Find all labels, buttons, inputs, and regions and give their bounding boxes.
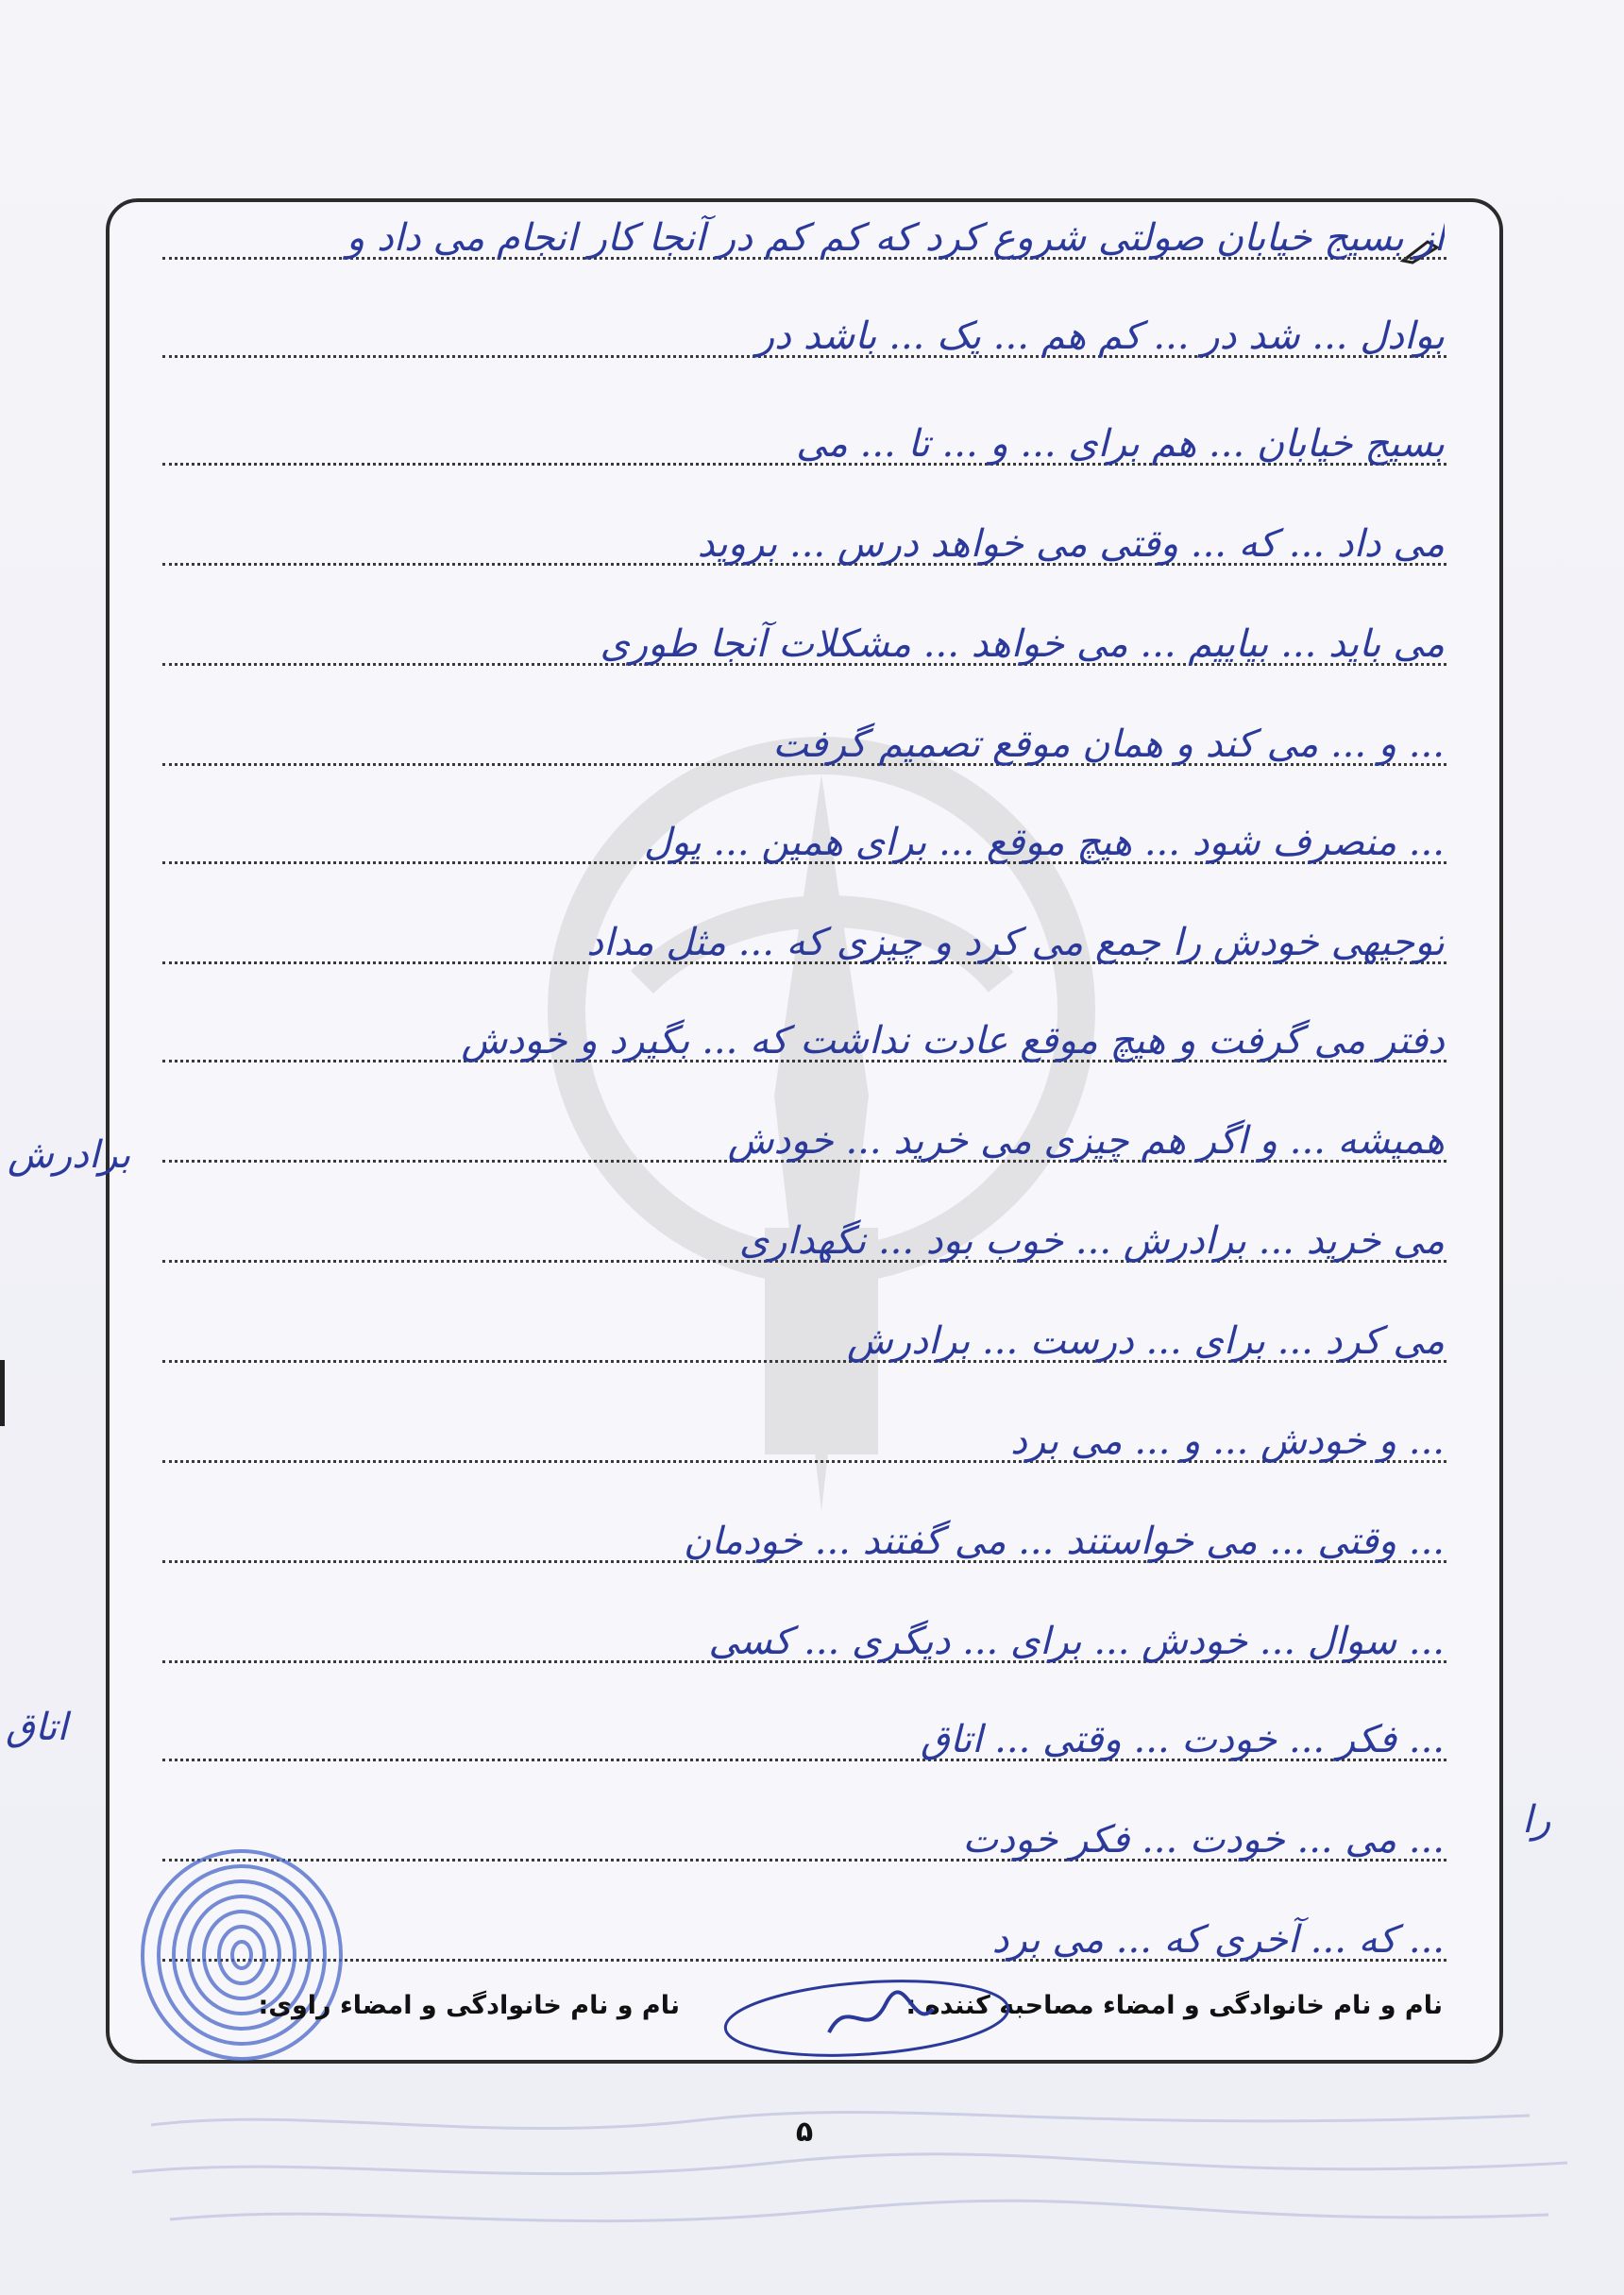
- handwritten-line: می کرد ... برای ... درست ... برادرش: [847, 1319, 1445, 1363]
- bleed-through-text: [113, 2097, 1586, 2267]
- handwritten-line: ... و خودش ... و ... می برد: [1010, 1420, 1445, 1463]
- page-number: ۵: [795, 2116, 814, 2149]
- handwritten-line: ... منصرف شود ... هیچ موقع ... برای همین ... پول: [643, 821, 1445, 864]
- fingerprint-icon: [128, 1823, 355, 2068]
- handwritten-line: همیشه ... و اگر هم چیزی می خرید ... خودش: [727, 1119, 1445, 1163]
- handwritten-line: بسیج خیابان ... هم برای ... و ... تا ... می: [796, 422, 1445, 466]
- handwritten-line: ... که ... آخری که ... می برد: [991, 1918, 1445, 1962]
- handwritten-line: می باید ... بیاییم ... می خواهد ... مشکلات آنجا طوری: [600, 622, 1445, 666]
- handwritten-line: توجیهی خودش را جمع می کرد و چیزی که ... مثل مداد: [586, 921, 1445, 964]
- margin-note: اتاق: [6, 1706, 68, 1749]
- margin-note: را: [1522, 1798, 1551, 1842]
- handwritten-line: ... فکر ... خودت ... وقتی ... اتاق: [920, 1718, 1445, 1761]
- handwritten-line: بوادل ... شد در ... کم هم ... یک ... باشد در: [755, 314, 1445, 358]
- handwritten-line: ... سوال ... خودش ... برای ... دیگری ... کسی: [708, 1620, 1445, 1663]
- handwritten-line: ... وقتی ... می خواستند ... می گفتند ... خودمان: [683, 1520, 1445, 1563]
- margin-note: برادرش: [8, 1133, 131, 1177]
- handwritten-line: از بسیج خیابان صولتی شروع کرد که کم کم در آنجا کار انجام می داد و: [346, 216, 1445, 260]
- handwritten-line: ... و ... می کند و همان موقع تصمیم گرفت: [772, 722, 1445, 766]
- signature-oval: [716, 1976, 1018, 2061]
- handwritten-line: می خرید ... برادرش ... خوب بود ... نگهداری: [738, 1219, 1445, 1263]
- scan-edge-mark: [0, 1360, 5, 1426]
- handwritten-line: می داد ... که ... وقتی می خواهد درس ... بروید: [697, 522, 1445, 566]
- narrator-signature-label: نام و نام خانوادگی و امضاء راوی:: [258, 1991, 680, 2020]
- handwritten-line: دفتر می گرفت و هیچ موقع عادت نداشت که ... بگیرد و خودش: [461, 1019, 1445, 1062]
- interviewer-signature-label: نام و نام خانوادگی و امضاء مصاحبه کننده :: [905, 1991, 1443, 2020]
- handwritten-line: ... می ... خودت ... فکر خودت: [962, 1818, 1445, 1862]
